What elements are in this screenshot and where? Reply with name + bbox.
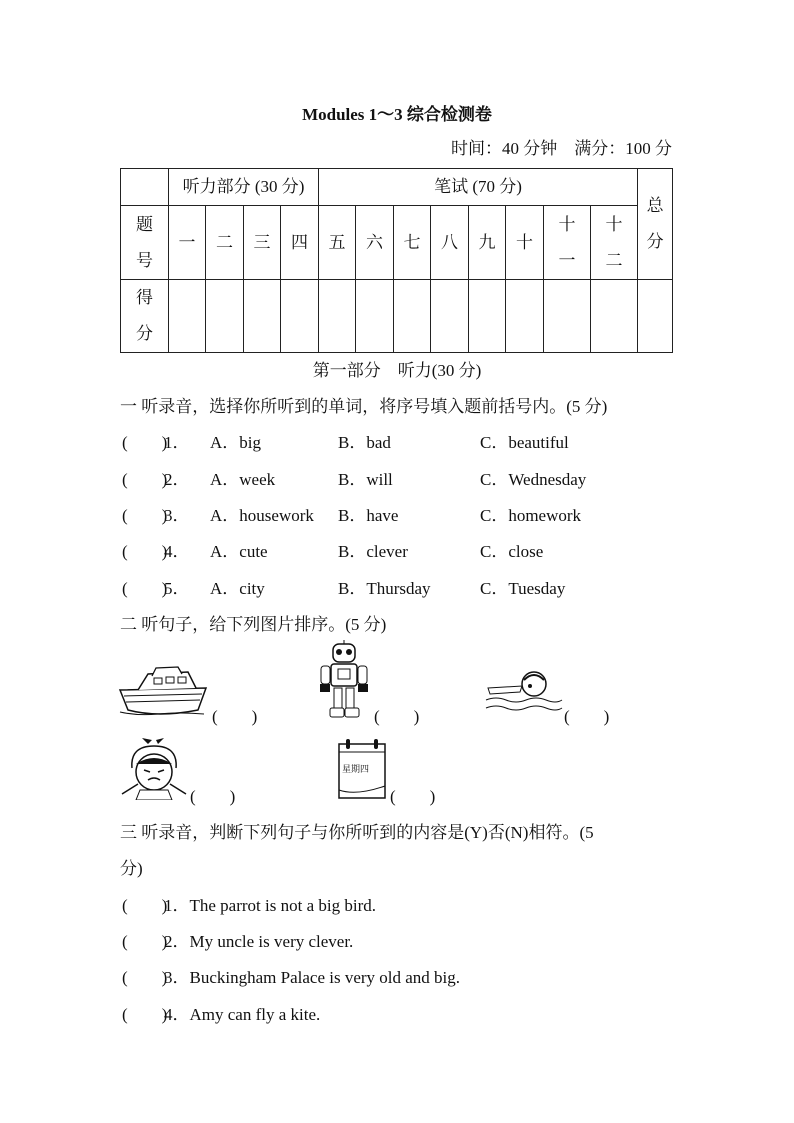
- score-label: 得 分: [121, 280, 169, 353]
- boat-picture: [118, 660, 210, 720]
- option-c: C．close: [480, 542, 544, 561]
- q-num: 五: [319, 206, 356, 280]
- q-num: 一: [169, 206, 206, 280]
- option-a: A．week: [210, 470, 276, 489]
- answer-blank[interactable]: ( ): [390, 787, 436, 806]
- section2-title: 二 听句子，给下列图片排序。(5 分): [120, 615, 387, 634]
- q-num: 十 一: [544, 206, 591, 280]
- q-num: 十: [506, 206, 544, 280]
- section1-title: 一 听录音，选择你所听到的单词，将序号填入题前括号内。(5 分): [120, 397, 608, 416]
- answer-blank[interactable]: ( ): [122, 470, 168, 489]
- option-b: B．have: [338, 506, 399, 525]
- option-c: C．Wednesday: [480, 470, 587, 489]
- table-corner: [121, 169, 169, 206]
- list-item: ( ) 4． A．cute B．clever C．close: [0, 537, 794, 561]
- calendar-label: 星期四: [342, 765, 370, 775]
- list-item: ( ) 5． A．city B．Thursday C．Tuesday: [0, 574, 794, 598]
- score-cell[interactable]: [591, 280, 638, 353]
- score-cell[interactable]: [244, 280, 281, 353]
- section3-title-cont: 分): [120, 859, 143, 878]
- q-num: 二: [206, 206, 244, 280]
- written-header: 笔试 (70 分): [319, 169, 638, 206]
- answer-blank[interactable]: ( ): [190, 787, 236, 806]
- option-b: B．bad: [338, 433, 391, 452]
- option-b: B．Thursday: [338, 579, 431, 598]
- option-c: C．beautiful: [480, 433, 569, 452]
- calendar-picture: [336, 738, 388, 800]
- answer-blank[interactable]: ( ): [374, 707, 420, 726]
- answer-blank[interactable]: ( ): [122, 968, 168, 987]
- score-cell[interactable]: [169, 280, 206, 353]
- swimmer-picture: [484, 666, 564, 716]
- q-num: 三: [244, 206, 281, 280]
- answer-blank[interactable]: ( ): [122, 433, 168, 452]
- score-cell[interactable]: [506, 280, 544, 353]
- score-cell[interactable]: [469, 280, 506, 353]
- answer-blank[interactable]: ( ): [122, 932, 168, 951]
- option-b: B．will: [338, 470, 393, 489]
- answer-blank[interactable]: ( ): [564, 707, 610, 726]
- list-item: ( ) 2． A．week B．will C．Wednesday: [0, 465, 794, 489]
- option-c: C．Tuesday: [480, 579, 566, 598]
- time-info: 时间：40 分钟 满分：100 分: [451, 139, 672, 158]
- score-cell[interactable]: [319, 280, 356, 353]
- score-cell[interactable]: [638, 280, 673, 353]
- total-header: 总 分: [638, 169, 673, 280]
- score-cell[interactable]: [356, 280, 394, 353]
- list-item: ( ) 1． A．big B．bad C．beautiful: [0, 428, 794, 452]
- section3-title: 三 听录音，判断下列句子与你所听到的内容是(Y)否(N)相符。(5: [120, 823, 594, 842]
- answer-blank[interactable]: ( ): [122, 506, 168, 525]
- answer-blank[interactable]: ( ): [122, 896, 168, 915]
- q-num: 四: [281, 206, 319, 280]
- option-c: C．homework: [480, 506, 582, 525]
- option-b: B．clever: [338, 542, 408, 561]
- robot-picture: [318, 640, 370, 720]
- list-item: ( ) 1．The parrot is not a big bird.: [0, 891, 794, 915]
- score-cell[interactable]: [431, 280, 469, 353]
- option-a: A．cute: [210, 542, 268, 561]
- list-item: ( ) 4．Amy can fly a kite.: [0, 1000, 794, 1024]
- q-num: 六: [356, 206, 394, 280]
- q-num: 九: [469, 206, 506, 280]
- answer-blank[interactable]: ( ): [212, 707, 258, 726]
- answer-blank[interactable]: ( ): [122, 542, 168, 561]
- option-a: A．city: [210, 579, 265, 598]
- part1-title: 第一部分 听力(30 分): [312, 361, 482, 380]
- answer-blank[interactable]: ( ): [122, 1005, 168, 1024]
- q-num: 八: [431, 206, 469, 280]
- list-item: ( ) 2．My uncle is very clever.: [0, 927, 794, 951]
- q-num: 十 二: [591, 206, 638, 280]
- score-cell[interactable]: [394, 280, 431, 353]
- page-title: Modules 1～3 综合检测卷: [302, 105, 492, 124]
- score-cell[interactable]: [281, 280, 319, 353]
- listening-header: 听力部分 (30 分): [169, 169, 319, 206]
- option-a: A．big: [210, 433, 261, 452]
- option-a: A．housework: [210, 506, 314, 525]
- score-table: [120, 168, 673, 353]
- list-item: ( ) 3． A．housework B．have C．homework: [0, 501, 794, 525]
- list-item: ( ) 3．Buckingham Palace is very old and big.: [0, 963, 794, 987]
- girl-picture: [118, 738, 190, 800]
- question-label: 题 号: [121, 206, 169, 280]
- q-num: 七: [394, 206, 431, 280]
- score-cell[interactable]: [206, 280, 244, 353]
- answer-blank[interactable]: ( ): [122, 579, 168, 598]
- score-cell[interactable]: [544, 280, 591, 353]
